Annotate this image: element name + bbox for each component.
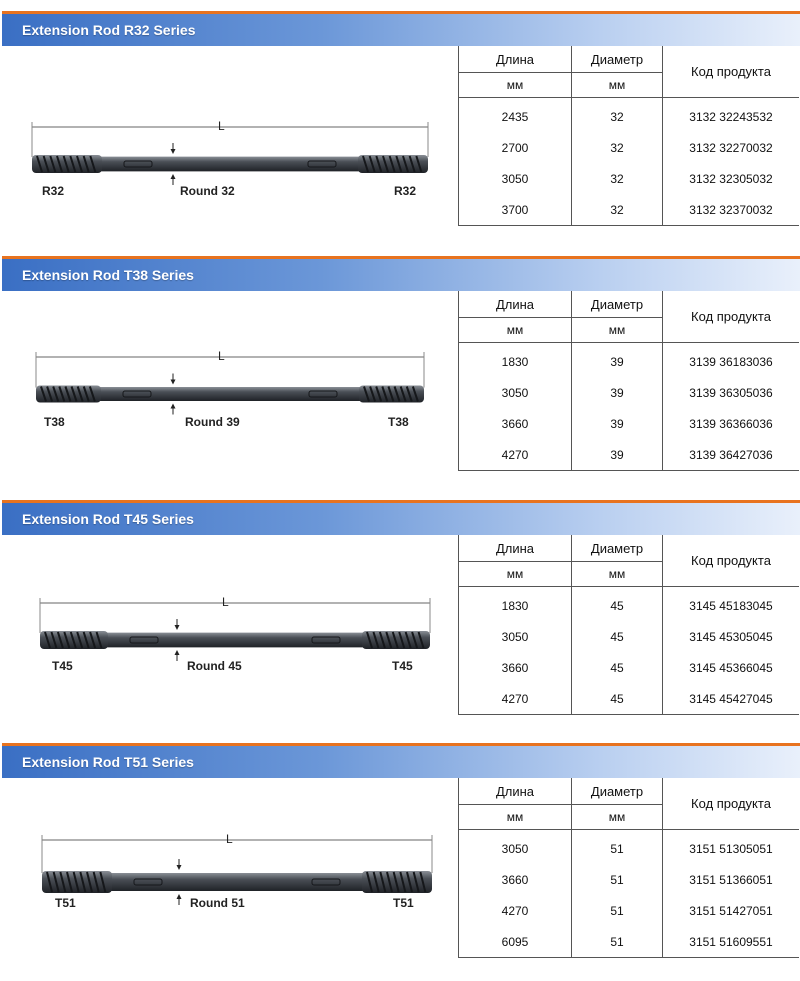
length-cell: 4270 bbox=[459, 895, 572, 926]
length-cell: 3700 bbox=[459, 194, 572, 226]
round-label: Round 39 bbox=[185, 415, 240, 429]
code-cell: 3139 36427036 bbox=[663, 439, 800, 471]
length-cell: 3050 bbox=[459, 377, 572, 408]
diameter-cell: 51 bbox=[572, 926, 663, 958]
section-header bbox=[2, 259, 800, 291]
unit-diameter: мм bbox=[572, 562, 663, 587]
unit-length: мм bbox=[459, 805, 572, 830]
unit-diameter: мм bbox=[572, 73, 663, 98]
code-cell: 3139 36305036 bbox=[663, 377, 800, 408]
rod-shank bbox=[108, 873, 366, 891]
col-diameter-header: Диаметр bbox=[572, 535, 663, 562]
diameter-cell: 32 bbox=[572, 101, 663, 132]
length-cell: 1830 bbox=[459, 346, 572, 377]
unit-length: мм bbox=[459, 73, 572, 98]
col-code-header: Код продукта bbox=[663, 46, 800, 98]
section-header bbox=[2, 503, 800, 535]
code-cell: 3132 32370032 bbox=[663, 194, 800, 226]
left-thread-label: R32 bbox=[42, 184, 65, 198]
length-cell: 1830 bbox=[459, 590, 572, 621]
col-code-header: Код продукта bbox=[663, 291, 800, 343]
code-cell: 3145 45366045 bbox=[663, 652, 800, 683]
diameter-cell: 45 bbox=[572, 683, 663, 715]
rod-diagram bbox=[0, 291, 450, 491]
diameter-arrowhead-bottom bbox=[177, 894, 182, 899]
diameter-cell: 45 bbox=[572, 652, 663, 683]
rod-drawing bbox=[0, 291, 450, 491]
table-row bbox=[459, 864, 800, 895]
section-title: Extension Rod T38 Series bbox=[22, 267, 194, 283]
right-thread-label: R32 bbox=[394, 184, 417, 198]
product-table bbox=[458, 778, 799, 958]
right-thread-label: T45 bbox=[392, 659, 413, 673]
round-label: Round 32 bbox=[180, 184, 235, 198]
col-length-header: Длина bbox=[459, 291, 572, 318]
rod-drawing bbox=[0, 535, 450, 735]
length-cell: 6095 bbox=[459, 926, 572, 958]
rod-shank bbox=[104, 633, 366, 648]
left-thread-label: T38 bbox=[44, 415, 65, 429]
diameter-cell: 32 bbox=[572, 163, 663, 194]
table-row bbox=[459, 652, 800, 683]
section-title: Extension Rod T45 Series bbox=[22, 511, 194, 527]
table-row bbox=[459, 833, 800, 864]
col-code-header: Код продукта bbox=[663, 778, 800, 830]
rod-diagram bbox=[0, 778, 450, 978]
product-table bbox=[458, 535, 799, 715]
code-cell: 3139 36366036 bbox=[663, 408, 800, 439]
diameter-cell: 32 bbox=[572, 132, 663, 163]
diameter-cell: 39 bbox=[572, 377, 663, 408]
diameter-cell: 51 bbox=[572, 895, 663, 926]
dimension-label: L bbox=[218, 349, 225, 363]
table-row bbox=[459, 926, 800, 958]
dimension-label: L bbox=[222, 595, 229, 609]
table-row bbox=[459, 346, 800, 377]
diameter-arrowhead-bottom bbox=[175, 650, 180, 655]
right-thread-label: T38 bbox=[388, 415, 409, 429]
left-thread-label: T51 bbox=[55, 896, 76, 910]
col-diameter-header: Диаметр bbox=[572, 291, 663, 318]
length-cell: 4270 bbox=[459, 439, 572, 471]
table-row bbox=[459, 590, 800, 621]
rod-shank bbox=[98, 157, 362, 172]
product-table bbox=[458, 291, 799, 471]
diameter-cell: 45 bbox=[572, 621, 663, 652]
length-cell: 3660 bbox=[459, 652, 572, 683]
length-cell: 3050 bbox=[459, 833, 572, 864]
table-row bbox=[459, 408, 800, 439]
diameter-arrowhead-bottom bbox=[171, 404, 176, 409]
right-thread-label: T51 bbox=[393, 896, 414, 910]
length-cell: 3050 bbox=[459, 163, 572, 194]
table-row bbox=[459, 621, 800, 652]
diameter-cell: 51 bbox=[572, 864, 663, 895]
col-length-header: Длина bbox=[459, 778, 572, 805]
section-header bbox=[2, 746, 800, 778]
table-row bbox=[459, 132, 800, 163]
table-row bbox=[459, 101, 800, 132]
col-diameter-header: Диаметр bbox=[572, 778, 663, 805]
length-cell: 2700 bbox=[459, 132, 572, 163]
left-thread-label: T45 bbox=[52, 659, 73, 673]
code-cell: 3132 32270032 bbox=[663, 132, 800, 163]
rod-diagram bbox=[0, 46, 450, 246]
length-cell: 2435 bbox=[459, 101, 572, 132]
rod-diagram bbox=[0, 535, 450, 735]
code-cell: 3132 32243532 bbox=[663, 101, 800, 132]
col-length-header: Длина bbox=[459, 46, 572, 73]
rod-drawing bbox=[0, 778, 450, 978]
code-cell: 3151 51609551 bbox=[663, 926, 800, 958]
col-code-header: Код продукта bbox=[663, 535, 800, 587]
diameter-arrowhead-top bbox=[177, 865, 182, 870]
diameter-arrowhead-top bbox=[175, 625, 180, 630]
table-row bbox=[459, 163, 800, 194]
round-label: Round 51 bbox=[190, 896, 245, 910]
diameter-cell: 51 bbox=[572, 833, 663, 864]
table-row bbox=[459, 377, 800, 408]
length-cell: 3660 bbox=[459, 408, 572, 439]
dimension-label: L bbox=[226, 832, 233, 846]
code-cell: 3139 36183036 bbox=[663, 346, 800, 377]
table-row bbox=[459, 194, 800, 226]
code-cell: 3151 51305051 bbox=[663, 833, 800, 864]
round-label: Round 45 bbox=[187, 659, 242, 673]
col-length-header: Длина bbox=[459, 535, 572, 562]
unit-diameter: мм bbox=[572, 805, 663, 830]
code-cell: 3151 51427051 bbox=[663, 895, 800, 926]
diameter-cell: 32 bbox=[572, 194, 663, 226]
code-cell: 3145 45427045 bbox=[663, 683, 800, 715]
unit-length: мм bbox=[459, 318, 572, 343]
diameter-arrowhead-bottom bbox=[171, 174, 176, 179]
code-cell: 3145 45305045 bbox=[663, 621, 800, 652]
rod-drawing bbox=[0, 46, 450, 246]
table-row bbox=[459, 895, 800, 926]
col-diameter-header: Диаметр bbox=[572, 46, 663, 73]
diameter-arrowhead-top bbox=[171, 149, 176, 154]
code-cell: 3132 32305032 bbox=[663, 163, 800, 194]
code-cell: 3151 51366051 bbox=[663, 864, 800, 895]
table-row bbox=[459, 439, 800, 471]
product-table bbox=[458, 46, 799, 226]
unit-length: мм bbox=[459, 562, 572, 587]
section-title: Extension Rod R32 Series bbox=[22, 22, 196, 38]
table-row bbox=[459, 683, 800, 715]
rod-shank bbox=[97, 387, 363, 401]
section-header bbox=[2, 14, 800, 46]
length-cell: 3050 bbox=[459, 621, 572, 652]
unit-diameter: мм bbox=[572, 318, 663, 343]
code-cell: 3145 45183045 bbox=[663, 590, 800, 621]
diameter-arrowhead-top bbox=[171, 380, 176, 385]
length-cell: 3660 bbox=[459, 864, 572, 895]
section-title: Extension Rod T51 Series bbox=[22, 754, 194, 770]
dimension-label: L bbox=[218, 119, 225, 133]
diameter-cell: 39 bbox=[572, 408, 663, 439]
length-cell: 4270 bbox=[459, 683, 572, 715]
diameter-cell: 45 bbox=[572, 590, 663, 621]
diameter-cell: 39 bbox=[572, 439, 663, 471]
diameter-cell: 39 bbox=[572, 346, 663, 377]
